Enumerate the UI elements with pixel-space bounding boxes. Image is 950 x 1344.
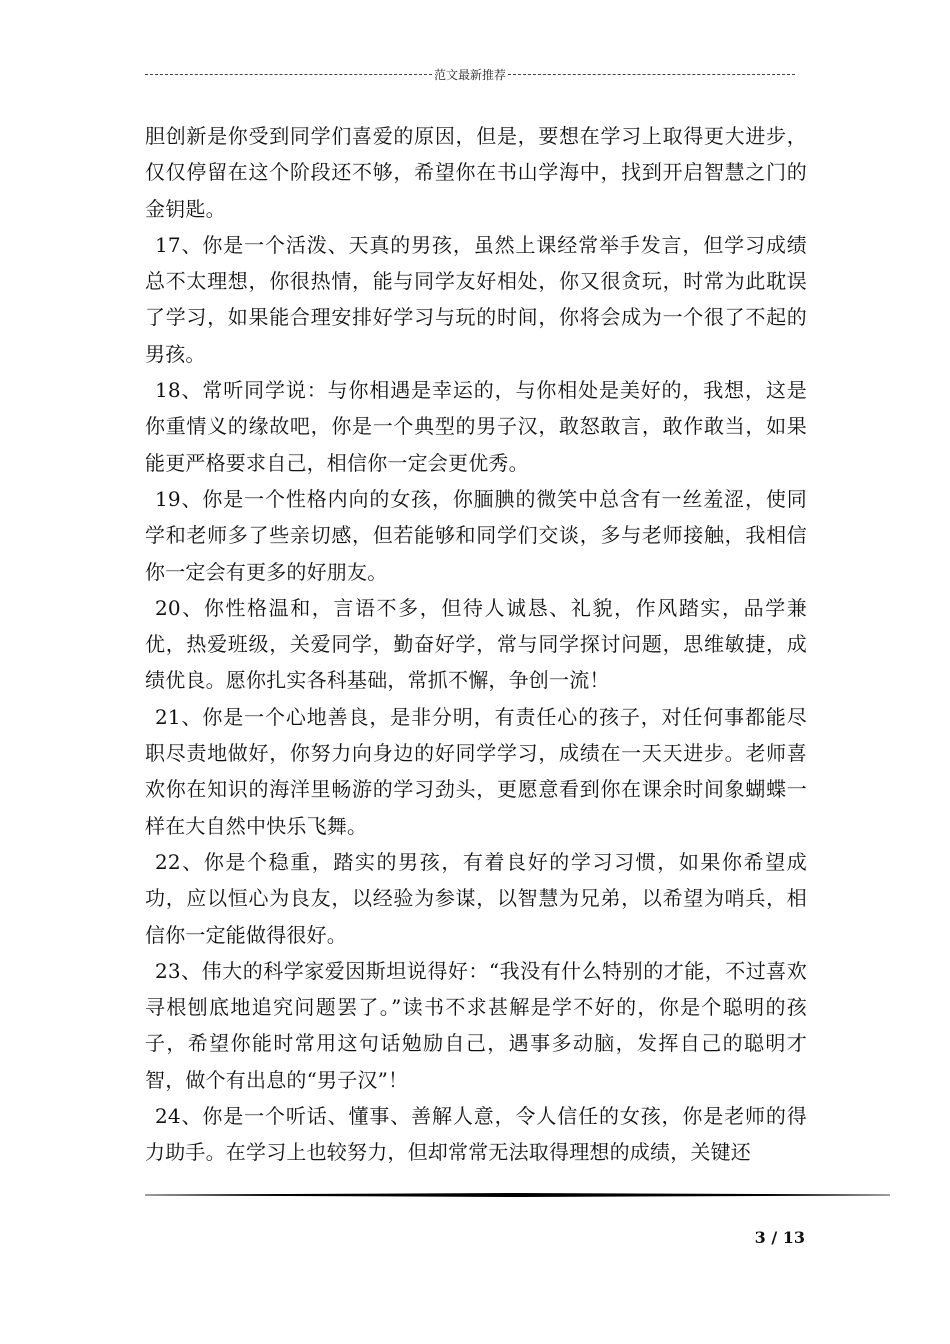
header-dashes-left — [145, 74, 432, 75]
header-dashes-right — [508, 74, 795, 75]
paragraph-item-23: 23、伟大的科学家爱因斯坦说得好：“我没有什么特别的才能，不过喜欢寻根刨底地追究问题罢了。”读书不求甚解是学不好的，你是个聪明的孩子，希望你能时常用这句话勉励自己，遇事多动脑，发挥自己的聪明才智，做个有出息的“男子汉”！ — [145, 958, 807, 1092]
paragraph-item-22: 22、你是个稳重，踏实的男孩，有着良好的学习习惯，如果你希望成功，应以恒心为良友，以经验为参谋，以智慧为兄弟，以希望为哨兵，相信你一定能做得很好。 — [145, 849, 807, 947]
document-body — [145, 118, 807, 1171]
paragraph-item-17: 17、你是一个活泼、天真的男孩，虽然上课经常举手发言，但学习成绩总不太理想，你很热情，能与同学友好相处，你又很贪玩，时常为此耽误了学习，如果能合理安排好学习与玩的时间，你将会成为一个很了不起的男孩。 — [145, 232, 807, 366]
paragraph-continuation: 胆创新是你受到同学们喜爱的原因，但是，要想在学习上取得更大进步，仅仅停留在这个阶段还不够，希望你在书山学海中，找到开启智慧之门的金钥匙。 — [145, 124, 807, 221]
footer-divider — [145, 1193, 890, 1197]
paragraph-item-20: 20、你性格温和，言语不多，但待人诚恳、礼貌，作风踏实，品学兼优，热爱班级，关爱同学，勤奋好学，常与同学探讨问题，思维敏捷，成绩优良。愿你扎实各科基础，常抓不懈，争创一流！ — [145, 595, 807, 693]
page-number: 3 / 13 — [754, 1228, 805, 1247]
paragraph-item-18: 18、常听同学说：与你相遇是幸运的，与你相处是美好的，我想，这是你重情义的缘故吧，你是一个典型的男子汉，敢怒敢言，敢作敢当，如果能更严格要求自己，相信你一定会更优秀。 — [145, 378, 807, 475]
header-title: 范文最新推荐 — [434, 68, 507, 82]
page-header — [145, 66, 795, 83]
paragraph-item-21: 21、你是一个心地善良，是非分明，有责任心的孩子，对任何事都能尽职尽责地做好，你努力向身边的好同学学习，成绩在一天天进步。老师喜欢你在知识的海洋里畅游的学习劲头，更愿意看到你在课余时间象蝴蝶一样在大自然中快乐飞舞。 — [145, 704, 807, 838]
paragraph-item-24: 24、你是一个听话、懂事、善解人意，令人信任的女孩，你是老师的得力助手。在学习上也较努力，但却常常无法取得理想的成绩，关键还 — [145, 1104, 807, 1165]
paragraph-item-19: 19、你是一个性格内向的女孩，你腼腆的微笑中总含有一丝羞涩，使同学和老师多了些亲切感，但若能够和同学们交谈，多与老师接触，我相信你一定会有更多的好朋友。 — [145, 486, 807, 584]
